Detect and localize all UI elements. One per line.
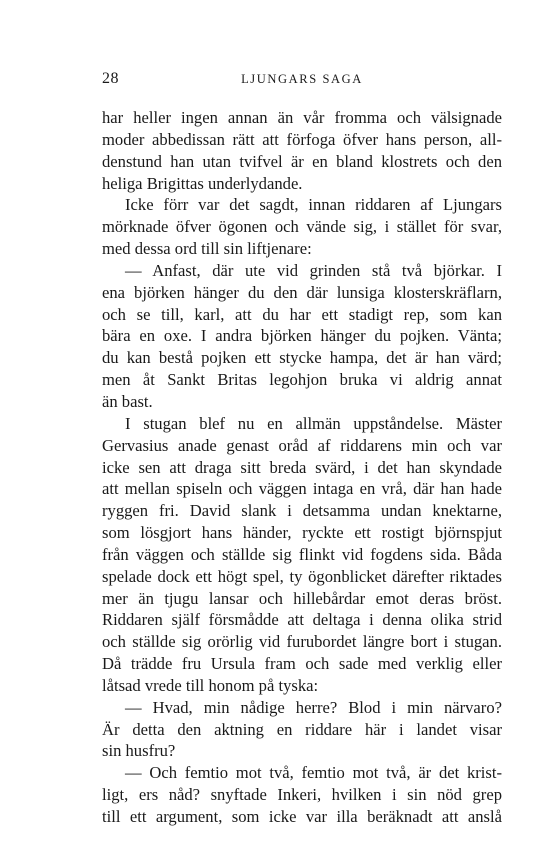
text-line: som lösgjort hans händer, ryckte ett rostigt björnspjut [102, 523, 502, 543]
text-line: moder abbedissan rätt att förfoga öfver hans person, all- [102, 129, 502, 149]
page-number: 28 [102, 70, 119, 87]
text-line: bära en oxe. I andra björken hänger du pojken. Vänta; [102, 326, 502, 346]
text-line: denstund han utan tvifvel är en bland klostrets och den [102, 151, 502, 171]
running-title: LJUNGARS SAGA [241, 72, 363, 86]
text-line: mer än tjugu lansar och hillebårdar emot deras bröst. [102, 588, 502, 608]
page-header [102, 70, 502, 92]
text-line: — Anfast, där ute vid grinden stå två björkar. I [125, 260, 502, 280]
text-line: spelade dock ett högt spel, ty ögonblicket därefter riktades [102, 566, 502, 586]
text-line: låtsad vrede till honom på tyska: [102, 675, 319, 695]
text-line: har heller ingen annan än vår fromma och välsignade [102, 108, 502, 127]
text-line: sin husfru? [102, 741, 176, 761]
text-line: men åt Sankt Britas legohjon bruka vi aldrig annat [102, 370, 502, 390]
text-line: mörknade öfver ögonen och vände sig, i stället för svar, [102, 217, 502, 237]
text-line: Gervasius anade genast oråd af riddarens min och var [102, 435, 502, 455]
text-line: du kan bestå pojken ett stycke hampa, det är han värd; [102, 348, 502, 368]
text-line: att mellan spiseln och väggen intaga en vrå, där han hade [102, 479, 502, 499]
text-line: med dessa ord till sin liftjenare: [102, 239, 312, 259]
text-line: och se till, karl, att du har ett stadigt rep, som kan [102, 304, 502, 324]
text-line: till ett argument, som icke var illa beräknadt att anslå [102, 807, 502, 826]
text-line: och ställde sig orörlig vid furubordet längre bort i stugan. [102, 632, 502, 652]
text-line: ena björken hänger du den där lunsiga klosterskräflarn, [102, 282, 502, 302]
body-text [102, 107, 502, 828]
text-line: — Och femtio mot två, femtio mot två, är det krist- [125, 763, 502, 783]
text-line: Riddaren själf försmådde att deltaga i denna olika strid [102, 610, 502, 630]
text-line: heliga Brigittas underlydande. [102, 173, 303, 193]
text-line: icke sen att draga sitt breda svärd, i det han skyndade [102, 457, 502, 477]
text-line: Då trädde fru Ursula fram och sade med verklig eller [102, 654, 502, 674]
text-line: Är detta den aktning en riddare här i landet visar [102, 719, 502, 739]
text-line: Icke förr var det sagdt, innan riddaren af Ljungars [125, 195, 502, 215]
text-line: än bast. [102, 391, 153, 411]
text-line: ryggen fri. David slank i detsamma undan knektarne, [102, 501, 502, 521]
text-line: — Hvad, min nådige herre? Blod i min närvaro? [125, 697, 502, 717]
text-line: från väggen och ställde sig flinkt vid fogdens sida. Båda [102, 544, 502, 564]
text-line: ligt, ers nåd? snyftade Inkeri, hvilken i sin nöd grep [102, 785, 502, 805]
text-line: I stugan blef nu en allmän uppståndelse. Mäster [125, 413, 502, 433]
